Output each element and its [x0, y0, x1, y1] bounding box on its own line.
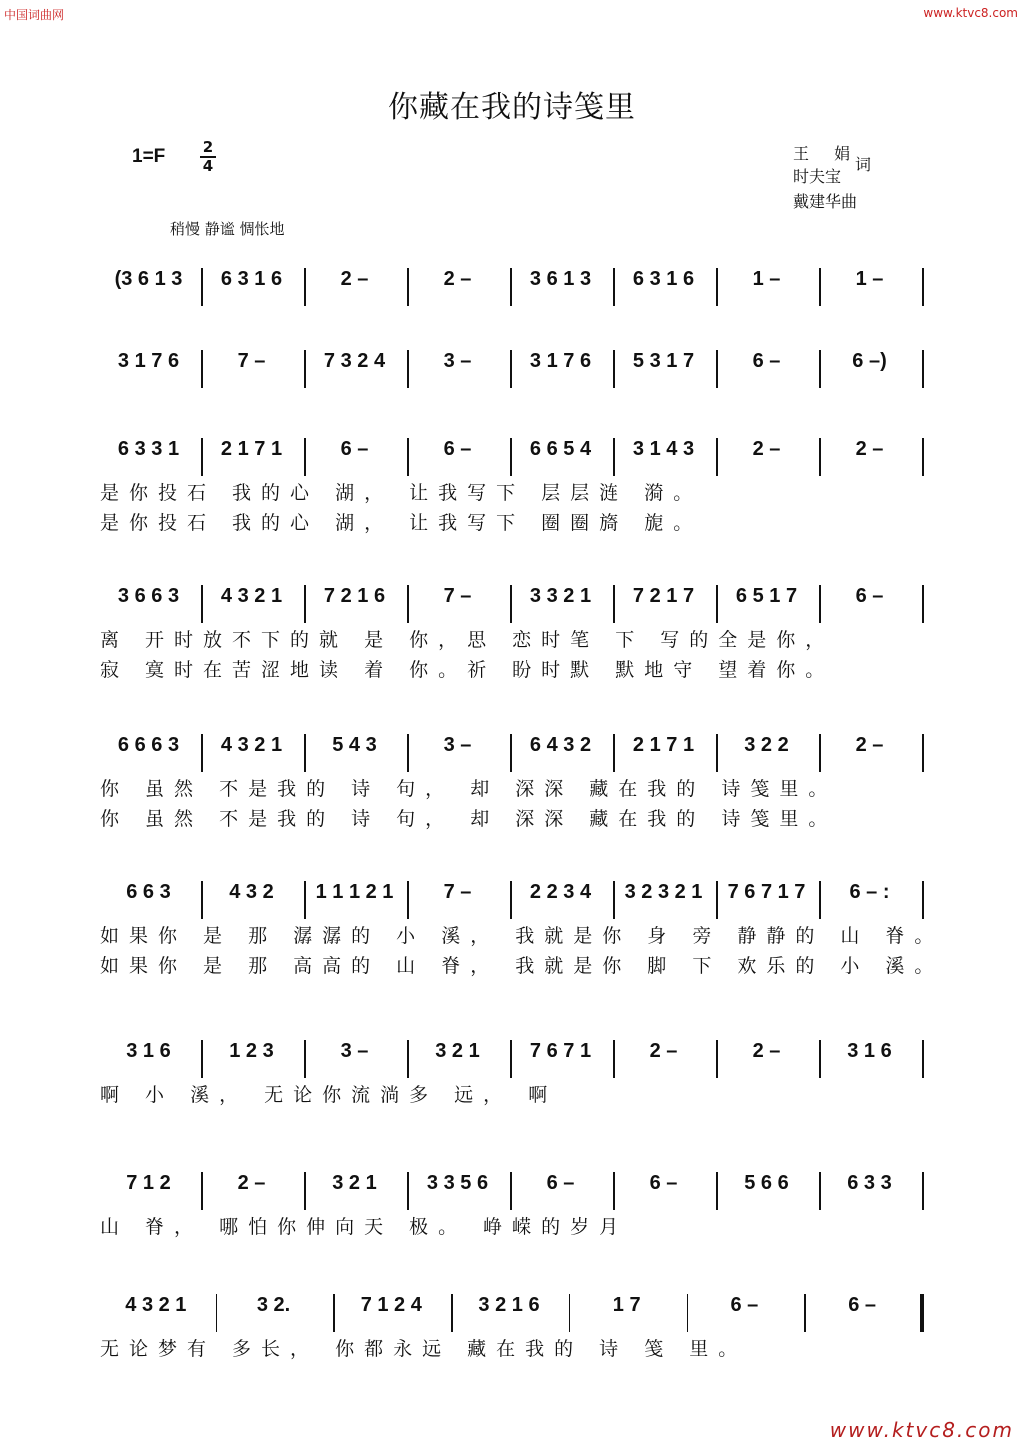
- measure: 7 6 7 1 7: [727, 881, 806, 903]
- staff-line: [100, 438, 924, 482]
- measure: 1 1 1 2 1: [315, 881, 394, 903]
- lyric-line: 啊 小 溪， 无论你流淌多 远， 啊: [100, 1084, 558, 1106]
- time-signature-top: 2: [202, 138, 214, 156]
- barline: [922, 734, 924, 772]
- measure: 4 3 2 1: [220, 585, 283, 607]
- composer: 戴建华曲: [793, 192, 858, 211]
- staff-line: [100, 268, 924, 312]
- site-name-left: 中国词曲网: [4, 8, 65, 22]
- measure: 2 1 7 1: [632, 734, 695, 756]
- measure: 3 1 4 3: [632, 438, 695, 460]
- measure: 3 1 6: [847, 1040, 892, 1062]
- measure: 2 –: [855, 734, 884, 756]
- measure: 6 –: [730, 1294, 759, 1316]
- time-signature-bottom: 4: [202, 157, 214, 175]
- measure: 7 –: [443, 585, 472, 607]
- song-title: 你藏在我的诗笺里: [388, 90, 636, 125]
- measure: 2 –: [752, 1040, 781, 1062]
- measure: 5 6 6: [744, 1172, 789, 1194]
- staff-line: [100, 1294, 924, 1338]
- measure: 2 –: [855, 438, 884, 460]
- measure: 6 –: [546, 1172, 575, 1194]
- measure: 6 3 3: [847, 1172, 892, 1194]
- measure: 6 – :: [849, 881, 890, 903]
- measure: 3 3 2 1: [529, 585, 592, 607]
- lyric-line: 是你投石 我的心 湖， 让我写下 层层涟 漪。: [100, 482, 703, 504]
- score-row: [100, 268, 924, 312]
- barline: [922, 268, 924, 306]
- lyric-line: 是你投石 我的心 湖， 让我写下 圈圈旖 旎。: [100, 512, 703, 534]
- score-row: [100, 881, 944, 977]
- lyricist-1: 王 娟: [793, 144, 861, 163]
- measure: 5 4 3: [332, 734, 377, 756]
- measure: 3 1 7 6: [117, 350, 180, 372]
- measure: 6 3 1 6: [632, 268, 695, 290]
- measure: 6 3 1 6: [220, 268, 283, 290]
- lyricist-suffix: 词: [855, 155, 872, 174]
- measure: 2 2 3 4: [529, 881, 592, 903]
- staff-line: [100, 585, 924, 629]
- staff-line: [100, 1172, 924, 1216]
- staff-line: [100, 734, 924, 778]
- staff-line: [100, 881, 924, 925]
- lyric-line: 寂 寞时在苦涩地读 着 你。祈 盼时默 默地守 望着你。: [100, 659, 835, 681]
- final-barline: [920, 1294, 924, 1332]
- measure: 1 7: [612, 1294, 641, 1316]
- measure: 7 2 1 7: [632, 585, 695, 607]
- measure: 6 5 1 7: [735, 585, 798, 607]
- measure: 3 6 6 3: [117, 585, 180, 607]
- measure: (3 6 1 3: [114, 268, 183, 290]
- measure: 2 –: [752, 438, 781, 460]
- measure: 3 2 2: [744, 734, 789, 756]
- measure: 3 2.: [256, 1294, 291, 1316]
- measure: 6 6 6 3: [117, 734, 180, 756]
- measure: 6 –: [649, 1172, 678, 1194]
- measure: 2 –: [649, 1040, 678, 1062]
- score-row: [100, 438, 924, 534]
- measure: 3 –: [443, 350, 472, 372]
- score-row: [100, 1172, 924, 1238]
- measure: 7 –: [237, 350, 266, 372]
- measure: 7 2 1 6: [323, 585, 386, 607]
- lyric-line: 你 虽然 不是我的 诗 句， 却 深深 藏在我的 诗笺里。: [100, 778, 838, 800]
- barline: [922, 585, 924, 623]
- score-row: [100, 585, 924, 681]
- measure: 3 6 1 3: [529, 268, 592, 290]
- measure: 7 1 2 4: [360, 1294, 422, 1316]
- measure: 6 –: [848, 1294, 877, 1316]
- measure: 7 3 2 4: [323, 350, 386, 372]
- measure: 7 1 2: [126, 1172, 171, 1194]
- lyric-line: 离 开时放不下的就 是 你，思 恋时笔 下 写的全是你，: [100, 629, 835, 651]
- lyric-line: 无论梦有 多长， 你都永远 藏在我的 诗 笺 里。: [100, 1338, 748, 1360]
- lyric-line: 如果你 是 那 高高的 山 脊， 我就是你 脚 下 欢乐的 小 溪。: [100, 955, 944, 977]
- measure: 1 2 3: [229, 1040, 274, 1062]
- score-row: [100, 734, 924, 830]
- measure: 1 –: [752, 268, 781, 290]
- measure: 3 3 5 6: [426, 1172, 489, 1194]
- barline: [922, 350, 924, 388]
- time-signature: [200, 140, 216, 174]
- measure: 3 –: [340, 1040, 369, 1062]
- measure: 3 1 6: [126, 1040, 171, 1062]
- measure: 2 –: [340, 268, 369, 290]
- measure: 6 –: [340, 438, 369, 460]
- measure: 6 –: [855, 585, 884, 607]
- score-row: [100, 350, 924, 394]
- measure: 7 –: [443, 881, 472, 903]
- lyric-line: 如果你 是 那 潺潺的 小 溪， 我就是你 身 旁 静静的 山 脊。: [100, 925, 944, 947]
- key-signature: 1=F: [132, 146, 166, 167]
- measure: 4 3 2: [229, 881, 274, 903]
- measure: 2 –: [237, 1172, 266, 1194]
- barline: [922, 881, 924, 919]
- measure: 4 3 2 1: [125, 1294, 187, 1316]
- measure: 3 2 3 2 1: [624, 881, 703, 903]
- measure: 2 –: [443, 268, 472, 290]
- measure: 6 –): [852, 350, 887, 372]
- score-row: [100, 1294, 924, 1360]
- lyric-line: 你 虽然 不是我的 诗 句， 却 深深 藏在我的 诗笺里。: [100, 808, 838, 830]
- site-url-right[interactable]: www.ktvc8.com: [923, 6, 1018, 20]
- measure: 3 2 1 6: [478, 1294, 540, 1316]
- measure: 6 4 3 2: [529, 734, 592, 756]
- staff-line: [100, 350, 924, 394]
- measure: 2 1 7 1: [220, 438, 283, 460]
- barline: [922, 1172, 924, 1210]
- measure: 6 –: [443, 438, 472, 460]
- measure: 6 6 5 4: [529, 438, 592, 460]
- lyricist-2: 时夫宝: [793, 167, 842, 186]
- measure: 3 1 7 6: [529, 350, 592, 372]
- measure: 6 –: [752, 350, 781, 372]
- measure: 6 6 3: [126, 881, 171, 903]
- footer-logo: www.ktvc8.com: [829, 1418, 1014, 1442]
- barline: [922, 438, 924, 476]
- measure: 3 –: [443, 734, 472, 756]
- measure: 3 2 1: [332, 1172, 377, 1194]
- lyric-line: 山 脊， 哪怕你伸向天 极。 峥嵘的岁月: [100, 1216, 629, 1238]
- measure: 6 3 3 1: [117, 438, 180, 460]
- barline: [922, 1040, 924, 1078]
- score-row: [100, 1040, 924, 1106]
- staff-line: [100, 1040, 924, 1084]
- measure: 1 –: [855, 268, 884, 290]
- measure: 5 3 1 7: [632, 350, 695, 372]
- measure: 4 3 2 1: [220, 734, 283, 756]
- tempo-marking: 稍慢 静谧 惆怅地: [170, 220, 285, 238]
- measure: 3 2 1: [435, 1040, 480, 1062]
- measure: 7 6 7 1: [529, 1040, 592, 1062]
